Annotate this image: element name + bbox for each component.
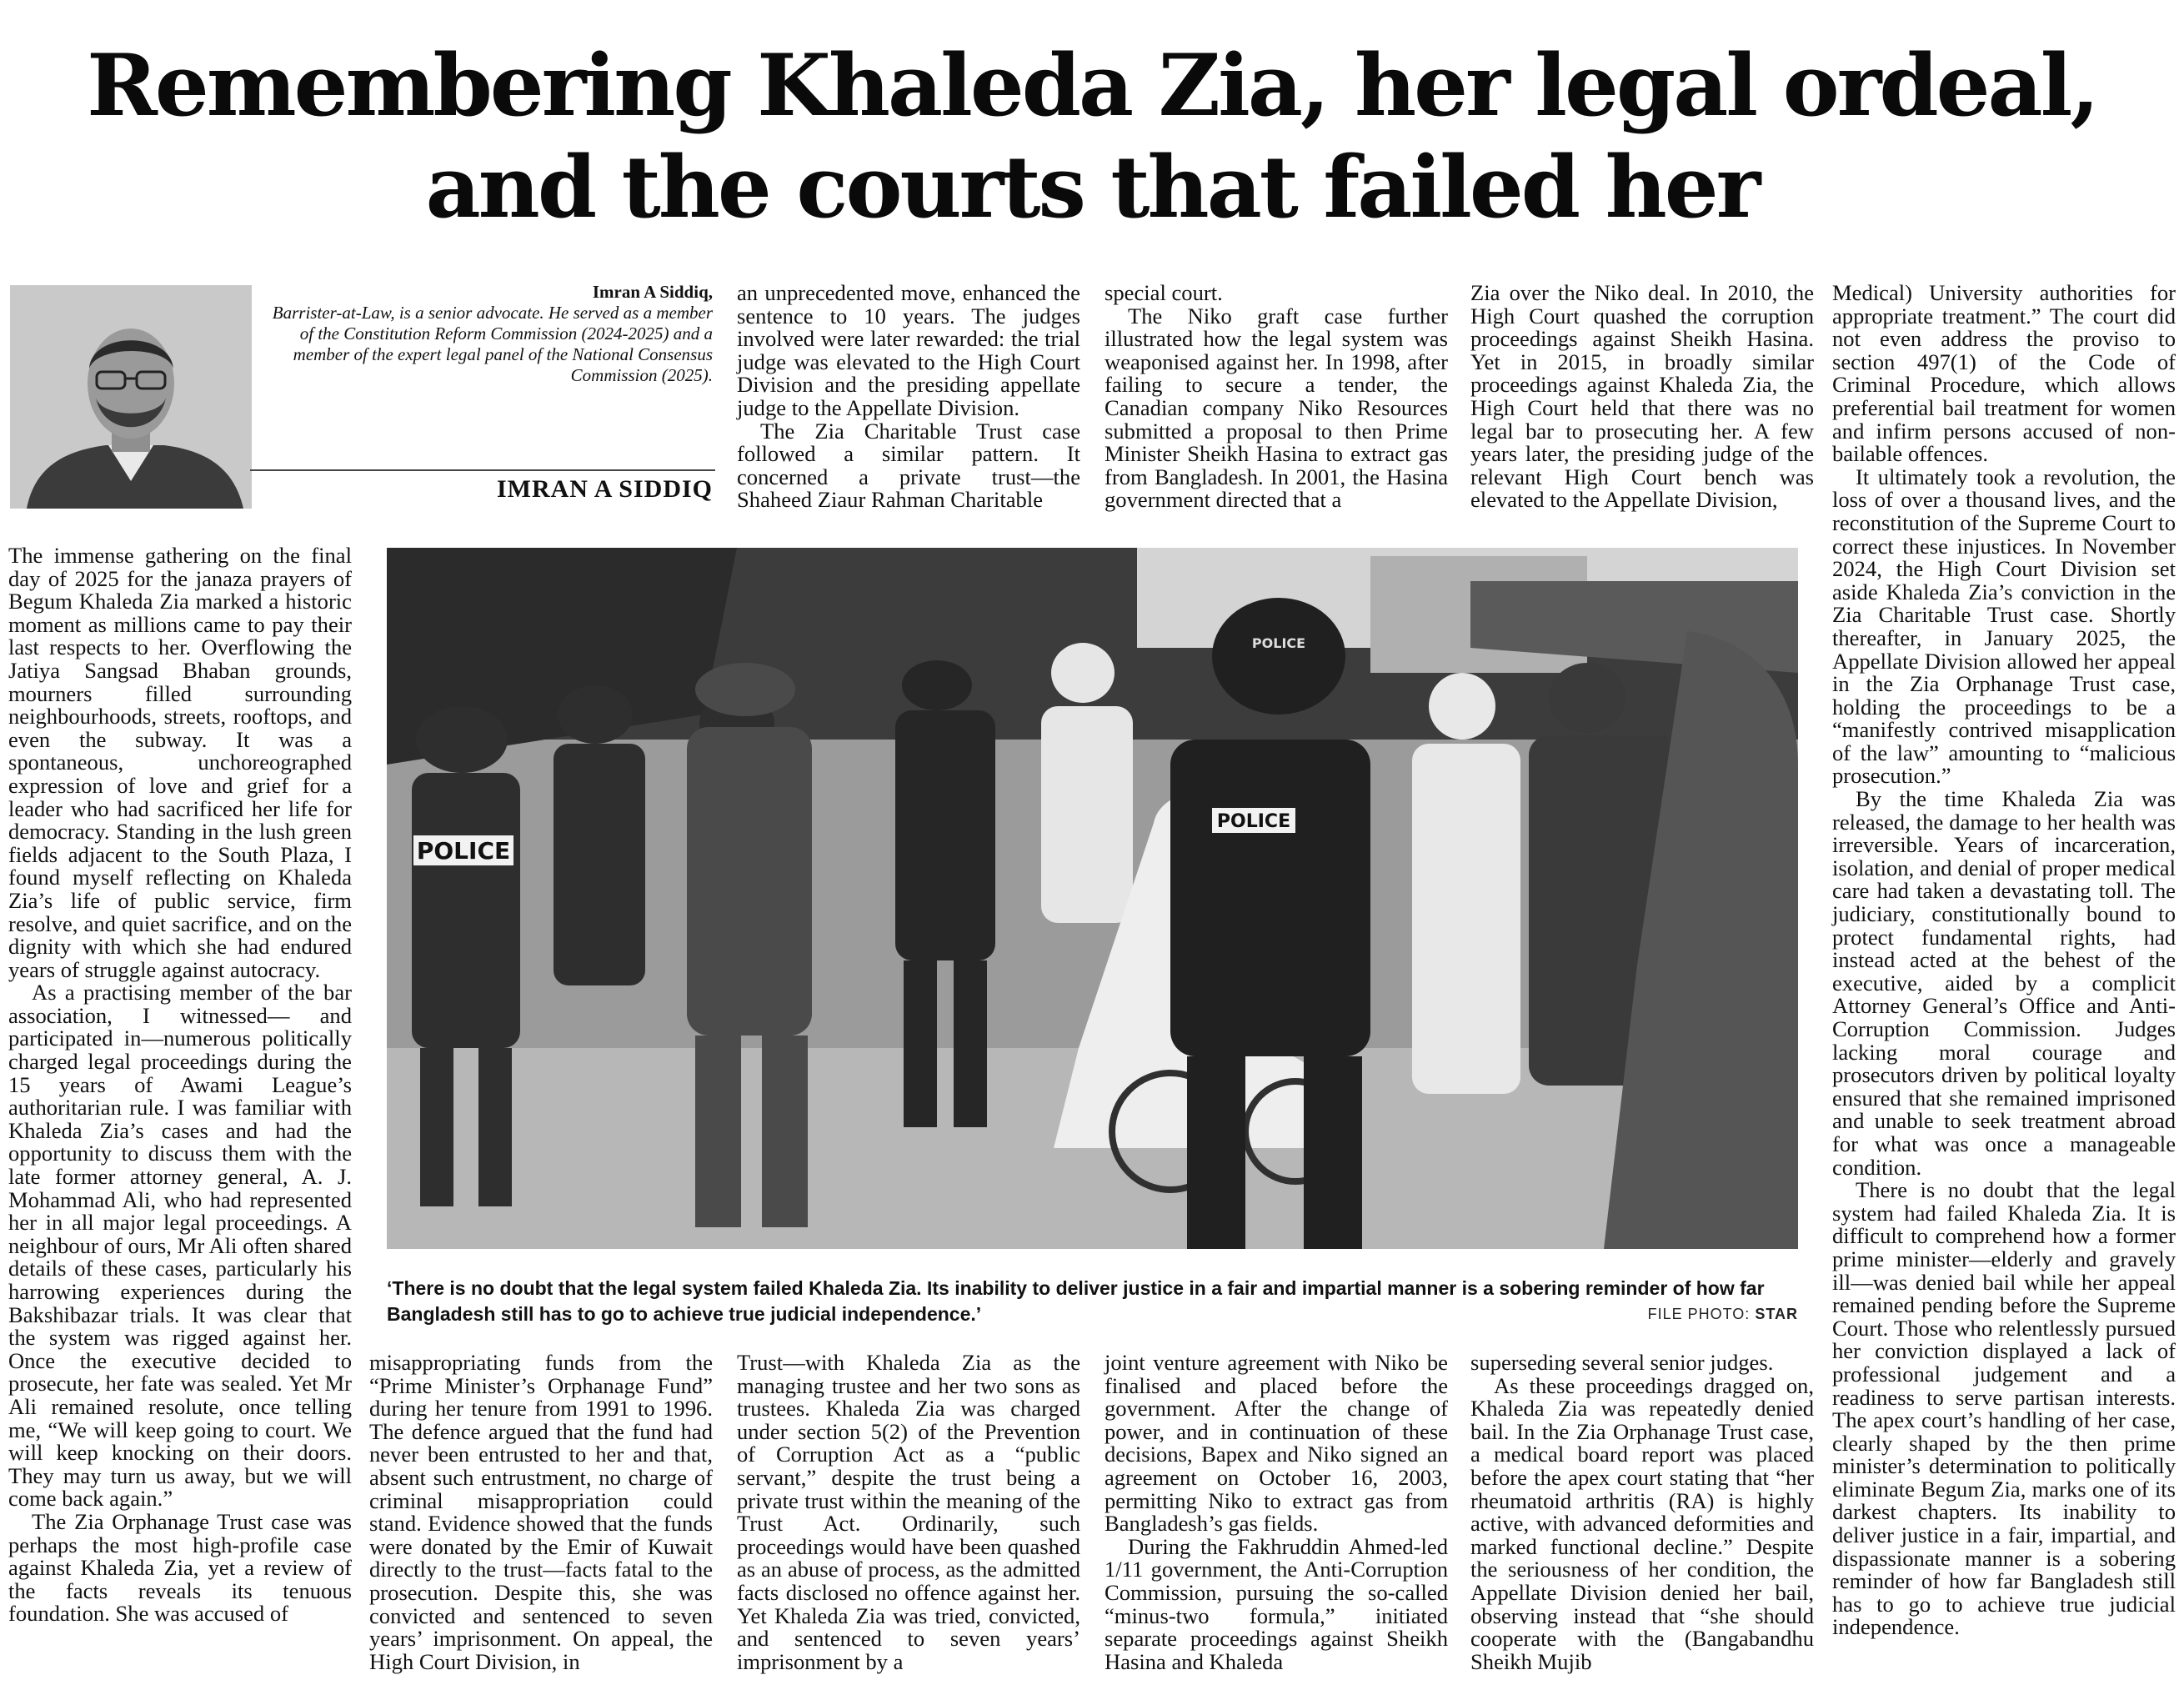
paragraph: The Niko graft case further illustrated how the legal system was weaponised against her. In 1998, after failing to secure a tender, the Canadian company Niko Resources submitted a proposal to then Prime Minister Sheikh Hasina to extract gas from Bangladesh. In 2001, the Hasina government directed that a	[1105, 303, 1448, 513]
vest-label: POLICE	[416, 837, 511, 865]
paragraph: During the Fakhruddin Ahmed-led 1/11 government, the Anti-Corruption Commission, pursuing the so-called “minus-two formula,” initiated separate proceedings against Sheikh Hasina and Khaleda	[1105, 1533, 1448, 1674]
author-name: IMRAN A SIDDIQ	[496, 475, 713, 503]
column-2-bottom	[369, 1351, 713, 1673]
paragraph: special court.	[1105, 280, 1223, 305]
credit-label: FILE PHOTO:	[1647, 1306, 1751, 1322]
headline-line-1: Remembering Khaleda Zia, her legal ordeal,	[87, 36, 2097, 136]
paragraph: As these proceedings dragged on, Khaleda Zia was repeatedly denied bail. In the Zia Orphanage Trust case, a medical board report was placed before the apex court stating that “her rheumatoid arthritis (RA) is highly active, with advanced deformities and marked functional decline.” Despite the seriousness of her condition, the Appellate Division denied her bail, observing instead that “she should cooperate with the (Bangabandhu Sheikh Mujib	[1470, 1372, 1814, 1674]
paragraph: Trust—with Khaleda Zia as the managing trustee and her two sons as trustees. Khaleda Zia was charged under section 5(2) of the Prevention of Corruption Act as a “public servant,” despite the trust being a private trust within the meaning of the Trust Act. Ordinarily, such proceedings would have been quashed as an abuse of process, as the admitted facts disclosed no offence against her. Yet Khaleda Zia was tried, convicted, and sentenced to seven years’ imprisonment by a	[737, 1350, 1080, 1674]
paragraph: There is no doubt that the legal system had failed Khaleda Zia. It is difficult to comprehend how a former prime minister—elderly and gravely ill—was denied bail while her appeal remained pending before the Supreme Court. Those who relentlessly pursued her conviction displayed a lack of professional judgement and a readiness to serve partisan interests. The apex court’s handling of her case, clearly shaped by the then prime minister’s determination to politically eliminate Begum Zia, marks one of its darkest chapters. Its inability to deliver justice in a fair, impartial, and dispassionate manner is a sobering reminder of how far Bangladesh still has to go to achieve true judicial independence.	[1832, 1177, 2176, 1640]
author-photo	[10, 285, 252, 509]
column-1	[8, 544, 352, 1626]
paragraph: superseding several senior judges.	[1470, 1350, 1774, 1375]
author-divider	[250, 469, 715, 471]
column-3-top	[1105, 282, 1448, 512]
column-5-bottom	[1470, 1351, 1814, 1673]
paragraph: Medical) University authorities for appropriate treatment.” The court did not even address the proviso to section 497(1) of the Code of Criminal Procedure, which allows preferential bail treatment for women and infirm persons accused of non-bailable offences.	[1832, 280, 2176, 467]
credit-source: STAR	[1755, 1306, 1798, 1322]
paragraph: The Zia Orphanage Trust case was perhaps the most high-profile case against Khaleda Zia, yet a review of the facts reveals its tenuous foundation. She was accused of	[8, 1508, 352, 1627]
photo-caption: ‘There is no doubt that the legal system failed Khaleda Zia. Its inability to deliver justice in a fair and impartial manner is a sobering reminder of how far Bangladesh still has to go to achieve true judicial independence.’	[387, 1277, 1765, 1325]
paragraph: The Zia Charitable Trust case followed a similar pattern. It concerned a private trust—the Shaheed Ziaur Rahman Charitable	[737, 418, 1080, 513]
helmet-label: POLICE	[1251, 635, 1306, 651]
headline-line-2: and the courts that failed her	[425, 138, 1759, 238]
main-photo	[387, 548, 1798, 1249]
column-4-bottom	[1105, 1351, 1448, 1673]
paragraph: By the time Khaleda Zia was released, the damage to her health was irreversible. Years of incarceration, isolation, and denial of proper medical care had taken a devastating toll. The judiciary, constitutionally bound to protect fundamental rights, had instead acted at the behest of the executive, aided by a complicit Attorney General’s Office and Anti-Corruption Commission. Judges lacking moral courage and prosecutors driven by political loyalty ensured that she remained imprisoned and unable to seek treatment abroad for what was once a manageable condition.	[1832, 786, 2176, 1180]
vest-label: POLICE	[1216, 811, 1291, 832]
column-2-top	[737, 282, 1080, 512]
paragraph: The immense gathering on the final day of 2025 for the janaza prayers of Begum Khaleda Zia marked a historic moment as millions came to pay their last respects to her. Overflowing the Jatiya Sangsad Bhaban grounds, mourners filled surrounding neighbourhoods, streets, rooftops, and even the subway. It was a spontaneous, unchoreographed expression of love and grief for a leader who had sacrificed her life for democracy. Standing in the lush green fields adjacent to the South Plaza, I found myself reflecting on Khaleda Zia’s life of public service, firm resolve, and quiet sacrifice, and on the dignity with which she had endured years of struggle against autocracy.	[8, 543, 352, 982]
paragraph: As a practising member of the bar association, I witnessed— and participated in—numerous politically charged legal proceedings during the 15 years of Awami League’s authoritarian rule. I was familiar with Khaleda Zia’s cases and had the opportunity to discuss them with the late former attorney general, A. J. Mohammad Ali, who had represented her in all major legal proceedings. A neighbour of ours, Mr Ali often shared details of these cases, particularly his harrowing experiences during the Bakshibazar trials. It was clear that the system was rigged against her. Once the executive decided to prosecute, her fate was sealed. Yet Mr Ali remained resolute, once telling me, “We will keep going to court. We will keep knocking on their doors. They may turn us away, but we will come back again.”	[8, 980, 352, 1512]
byline-name: Imran A Siddiq,	[592, 282, 713, 302]
paragraph: an unprecedented move, enhanced the sentence to 10 years. The judges involved were later rewarded: the trial judge was elevated to the High Court Division and the presiding appellate judge to the Appellate Division.	[737, 280, 1080, 420]
column-3-bottom	[737, 1351, 1080, 1673]
paragraph: misappropriating funds from the “Prime Minister’s Orphanage Fund” during her tenure from 1991 to 1996. The defence argued that the fund had never been entrusted to her and that, absent such entrustment, no charge of criminal misappropriation could stand. Evidence showed that the funds were donated by the Emir of Kuwait directly to the trust—facts fatal to the prosecution. Despite this, she was convicted and sentenced to seven years’ imprisonment. On appeal, the High Court Division, in	[369, 1350, 713, 1674]
photo-credit	[1648, 1306, 1798, 1323]
author-byline	[267, 282, 713, 386]
column-5	[1832, 282, 2176, 1639]
paragraph: It ultimately took a revolution, the loss of over a thousand lives, and the reconstitution of the Supreme Court to correct these injustices. In November 2024, the High Court Division set aside Khaleda Zia’s conviction in the Zia Charitable Trust case. Shortly thereafter, in January 2025, the Appellate Division allowed her appeal in the Zia Orphanage Trust case, holding the proceedings to be a “manifestly contrived misapplication of the law” amounting to “malicious prosecution.”	[1832, 464, 2176, 789]
byline-description: Barrister-at-Law, is a senior advocate. He served as a member of the Constitution Reform Commission (2024-2025) and a member of the expert legal panel of the National Consensus Commission (2025).	[272, 303, 713, 385]
paragraph: Zia over the Niko deal. In 2010, the High Court quashed the corruption proceedings against Sheikh Hasina. Yet in 2015, in broadly similar proceedings against Khaleda Zia, the High Court held that there was no legal bar to prosecuting her. A few years later, the presiding judge of the relevant High Court bench was elevated to the Appellate Division,	[1470, 280, 1814, 513]
headline	[0, 35, 2184, 238]
paragraph: joint venture agreement with Niko be finalised and placed before the government. After the change of power, and in continuation of these decisions, Bapex and Niko signed an agreement on October 16, 2003, permitting Niko to extract gas from Bangladesh’s gas fields.	[1105, 1350, 1448, 1537]
column-4-top	[1470, 282, 1814, 512]
